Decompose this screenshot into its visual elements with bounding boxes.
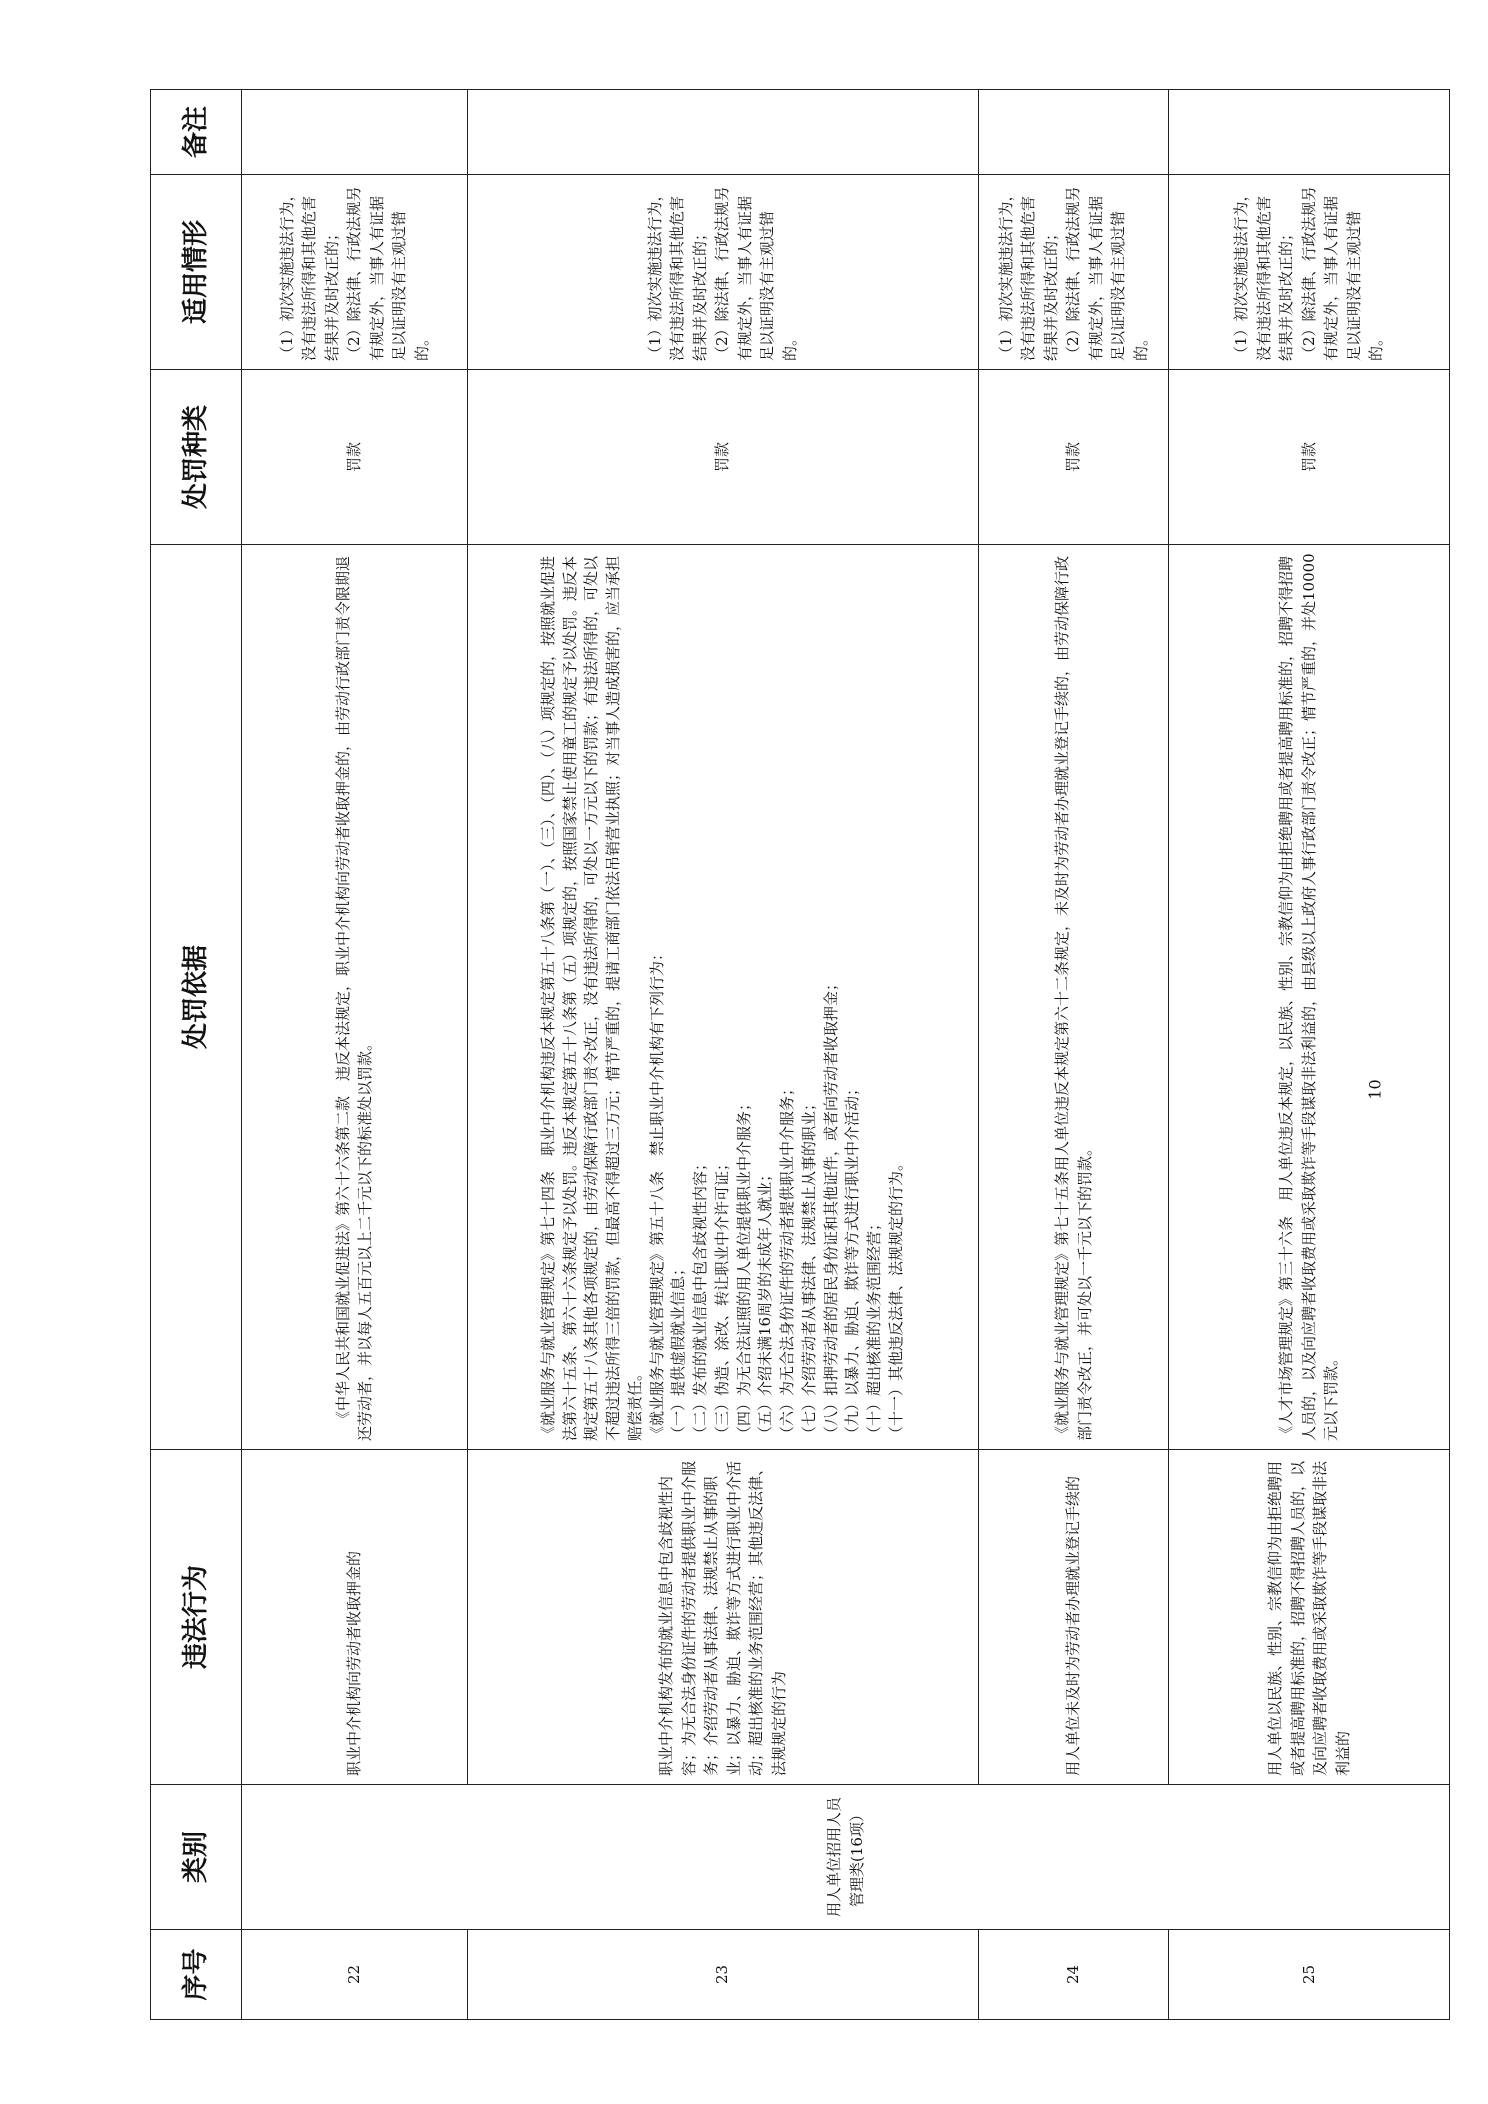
header-behavior: 违法行为 (151, 1450, 242, 1785)
basis-line: 《就业服务与就业管理规定》第七十四条 职业中介机构违反本规定第五十八条第（一）、（三）、（四）、（八）项规定的，按照就业促进法第六十五条、第六十六条规定予以处罚。违反本规定第五十八条第（五）项规定的，按照国家禁止使用童工的规定予以处罚。违反本规定第五十八条其他各项规定的，由劳动保障行政部门责令改正，没有违法所得的，可处以一万元以下的罚款；有违法所得的，可处以不超过违法所得三倍的罚款，但最高不得超过三万元；情节严重的，提请工商部门依法吊销营业执照；对当事人造成损害的，应当承担赔偿责任。 (538, 555, 644, 1441)
basis-line: （三）伪造、涂改、转让职业中介许可证； (712, 1155, 731, 1441)
row-remark (1169, 90, 1450, 175)
row-seq: 25 (1169, 1930, 1450, 2020)
header-basis: 处罚依据 (151, 545, 242, 1450)
header-remark: 备注 (151, 90, 242, 175)
row-situation (978, 175, 1168, 370)
row-situation (467, 175, 978, 370)
header-penalty: 处罚种类 (151, 370, 242, 545)
header-seq: 序号 (151, 1930, 242, 2020)
table-row (467, 90, 978, 2020)
situation-line: （2）除法律、行政法规另有规定外，当事人有证据足以证明没有主观过错的。 (713, 186, 799, 361)
basis-line: 《人才市场管理规定》第三十六条 用人单位违反本规定，以民族、性别、宗教信仰为由拒绝聘用或者提高聘用标准的，招聘不得招聘人员的，以及向应聘者收取费用或采取欺诈等手段谋取非法利益的，由县级以上政府人事行政部门责令改正；情节严重的，并处10000元以下罚款。 (1277, 553, 1341, 1441)
table-row (978, 90, 1168, 2020)
situation-line: （1）初次实施违法行为，没有违法所得和其他危害结果并及时改正的； (645, 186, 709, 361)
table-row (1169, 90, 1450, 2020)
row-behavior: 用人单位未及时为劳动者办理就业登记手续的 (978, 1450, 1168, 1785)
basis-line: （十一）其他违反法律、法规规定的行为。 (886, 1155, 905, 1441)
row-penalty: 罚款 (242, 370, 468, 545)
row-behavior: 职业中介机构向劳动者收取押金的 (242, 1450, 468, 1785)
category-cell: 用人单位招用人员管理类(16项） (242, 1785, 1450, 1930)
table-row (242, 90, 468, 2020)
situation-line: （2）除法律、行政法规另有规定外，当事人有证据足以证明没有主观过错的。 (345, 186, 431, 361)
rotated-table-container (150, 90, 1450, 2020)
row-situation (242, 175, 468, 370)
row-seq: 22 (242, 1930, 468, 2020)
row-basis (1169, 545, 1450, 1450)
row-behavior: 用人单位以民族、性别、宗教信仰为由拒绝聘用或者提高聘用标准的，招聘不得招聘人员的，以及向应聘者收取费用或采取欺诈等手段谋取非法利益的 (1169, 1450, 1450, 1785)
basis-line: 《就业服务与就业管理规定》第五十八条 禁止职业中介机构有下列行为： (647, 945, 666, 1441)
row-basis (978, 545, 1168, 1450)
basis-line: （二）发布的就业信息中包含歧视性内容； (691, 1155, 710, 1441)
situation-line: （1）初次实施违法行为，没有违法所得和其他危害结果并及时改正的； (277, 186, 341, 361)
row-basis (242, 545, 468, 1450)
row-penalty: 罚款 (467, 370, 978, 545)
row-behavior: 职业中介机构发布的就业信息中包含歧视性内容；为无合法身份证件的劳动者提供职业中介服务；介绍劳动者从事法律、法规禁止从事的职业；以暴力、胁迫、欺诈等方式进行职业中介活动；超出核准的业务范围经营；其他违反法律、法规规定的行为 (467, 1450, 978, 1785)
page-number: 10 (1365, 1079, 1385, 1100)
basis-line: （八）扣押劳动者的居民身份证和其他证件，或者向劳动者收取押金； (821, 975, 840, 1441)
header-row (151, 90, 242, 2020)
basis-line: （九）以暴力、胁迫、欺诈等方式进行职业中介活动； (843, 1080, 862, 1441)
basis-line: 《就业服务与就业管理规定》第七十五条用人单位违反本规定第六十二条规定，未及时为劳动者办理就业登记手续的，由劳动保障行政部门责令改正，并可处以一千元以下的罚款。 (1053, 555, 1094, 1441)
situation-line: （2）除法律、行政法规另有规定外，当事人有证据足以证明没有主观过错的。 (1299, 186, 1386, 361)
basis-line: （一）提供虚假就业信息； (669, 1260, 688, 1441)
row-remark (242, 90, 468, 175)
situation-line: （2）除法律、行政法规另有规定外，当事人有证据足以证明没有主观过错的。 (1064, 186, 1150, 361)
basis-line: （六）为无合法身份证件的劳动者提供职业中介服务； (778, 1080, 797, 1441)
basis-line: （五）介绍未满16周岁的未成年人就业； (756, 1166, 775, 1441)
basis-line: 《中华人民共和国就业促进法》第六十六条第二款 违反本法规定，职业中介机构向劳动者收取押金的，由劳动行政部门责令限期退还劳动者，并以每人五百元以上二千元以下的标准处以罚款。 (333, 555, 375, 1441)
header-category: 类别 (151, 1785, 242, 1930)
basis-line: （十）超出核准的业务范围经营； (865, 1215, 884, 1441)
row-penalty: 罚款 (1169, 370, 1450, 545)
row-remark (467, 90, 978, 175)
row-seq: 24 (978, 1930, 1168, 2020)
row-situation (1169, 175, 1450, 370)
row-basis (467, 545, 978, 1450)
basis-line: （七）介绍劳动者从事法律、法规禁止从事的职业； (799, 1095, 818, 1441)
situation-line: （1）初次实施违法行为，没有违法所得和其他危害结果并及时改正的； (1232, 186, 1296, 361)
basis-line: （四）为无合法证照的用人单位提供职业中介服务； (734, 1095, 753, 1441)
row-remark (978, 90, 1168, 175)
row-penalty: 罚款 (978, 370, 1168, 545)
situation-line: （1）初次实施违法行为，没有违法所得和其他危害结果并及时改正的； (996, 186, 1060, 361)
penalty-table (150, 89, 1450, 2020)
row-seq: 23 (467, 1930, 978, 2020)
header-situation: 适用情形 (151, 175, 242, 370)
